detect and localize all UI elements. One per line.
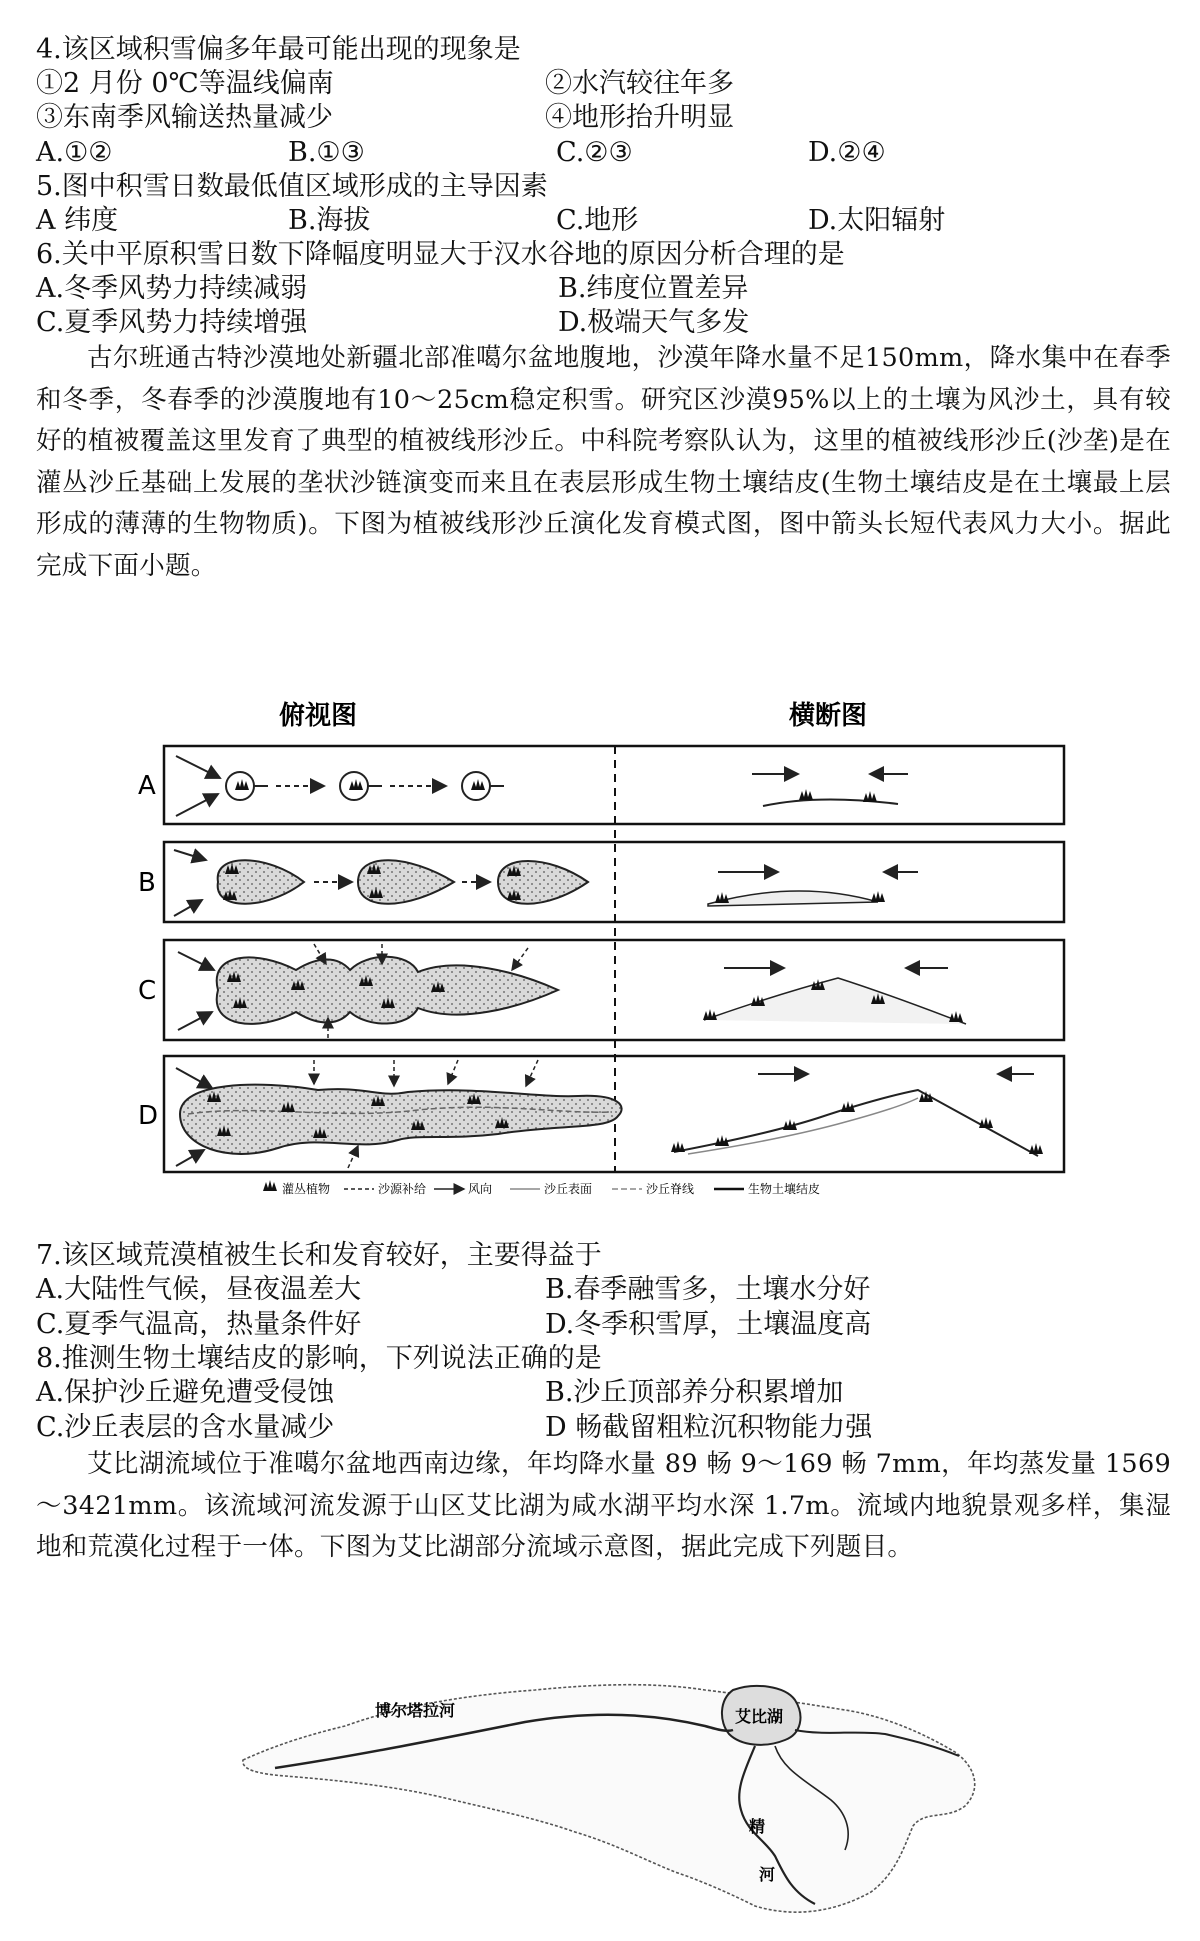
figure-legend — [263, 1180, 820, 1196]
row-a-section — [752, 774, 908, 806]
legend-wind: 风向 — [468, 1182, 493, 1196]
figure-header-plan: 俯视图 — [278, 701, 358, 731]
q4-option-c: C.②③ — [556, 137, 633, 168]
q8-option-b: B.沙丘顶部养分积累增加 — [545, 1377, 844, 1408]
label-jing: 精 — [749, 1817, 766, 1836]
figure-ebinur-basin-map — [235, 1660, 985, 1930]
passage-gurbantunggut: 古尔班通古特沙漠地处新疆北部准噶尔盆地腹地，沙漠年降水量不足150mm，降水集中在春季和冬季，冬春季的沙漠腹地有10～25cm稳定积雪。研究区沙漠95%以上的土壤为风沙土，具有较好的植被覆盖这里发育了典型的植被线形沙丘。中科院考察队认为，这里的植被线形沙丘(沙垄)是在灌丛沙丘基础上发展的垄状沙链演变而来且在表层形成生物土壤结皮(生物土壤结皮是在土壤最上层形成的薄薄的生物物质)。下图为植被线形沙丘演化发育模式图，图中箭头长短代表风力大小。据此完成下面小题。 — [36, 343, 1171, 581]
label-ebinur-lake: 艾比湖 — [735, 1707, 784, 1726]
row-b-section — [708, 872, 918, 906]
passage-ebinur-lake: 艾比湖流域位于准噶尔盆地西南边缘，年均降水量 89 畅 9～169 畅 7mm，年均蒸发量 1569～3421mm。该流域河流发源于山区艾比湖为咸水湖平均水深 1.7m。流域内地貌景观多样，集湿地和荒漠化过程于一体。下图为艾比湖部分流域示意图，据此完成下列题目。 — [36, 1449, 1171, 1562]
q5-option-a: A 纬度 — [36, 205, 119, 236]
q7-option-a: A.大陆性气候，昼夜温差大 — [36, 1274, 362, 1305]
figure-linear-dune-evolution — [118, 694, 1068, 1200]
row-label-d: D — [138, 1101, 159, 1131]
q6-option-c: C.夏季风势力持续增强 — [36, 307, 308, 338]
q4-item-1: ①2 月份 0℃等温线偏南 — [36, 68, 334, 99]
q7-option-c: C.夏季气温高，热量条件好 — [36, 1309, 362, 1340]
q7-stem: 7.该区域荒漠植被生长和发育较好，主要得益于 — [36, 1240, 602, 1271]
q8-option-a: A.保护沙丘避免遭受侵蚀 — [36, 1377, 335, 1408]
q6-option-b: B.纬度位置差异 — [558, 273, 749, 304]
q5-option-d: D.太阳辐射 — [808, 205, 946, 236]
q4-option-b: B.①③ — [288, 137, 365, 168]
legend-dune-ridge: 沙丘脊线 — [646, 1182, 695, 1196]
row-label-c: C — [138, 976, 157, 1006]
q4-item-2: ②水汽较往年多 — [545, 68, 734, 99]
legend-biocrust: 生物土壤结皮 — [748, 1182, 821, 1196]
q5-option-b: B.海拔 — [288, 205, 371, 236]
row-a-plan — [176, 756, 504, 816]
legend-shrub: 灌丛植物 — [282, 1182, 331, 1196]
row-d-section — [671, 1074, 1043, 1156]
basin-boundary — [243, 1685, 975, 1912]
q4-option-a: A.①② — [36, 137, 113, 168]
q4-item-4: ④地形抬升明显 — [545, 102, 734, 133]
q5-stem: 5.图中积雪日数最低值区域形成的主导因素 — [36, 171, 548, 202]
figure-header-section: 横断图 — [788, 701, 868, 731]
row-label-b: B — [138, 868, 156, 898]
q4-stem: 4.该区域积雪偏多年最可能出现的现象是 — [36, 34, 521, 65]
row-c-section — [703, 968, 966, 1024]
row-c-plan — [178, 944, 558, 1038]
q7-option-d: D.冬季积雪厚，土壤温度高 — [545, 1309, 872, 1340]
label-he: 河 — [759, 1865, 776, 1884]
q5-option-c: C.地形 — [556, 205, 639, 236]
legend-dune-surface: 沙丘表面 — [544, 1182, 593, 1196]
legend-sand-supply: 沙源补给 — [378, 1182, 427, 1196]
q6-stem: 6.关中平原积雪日数下降幅度明显大于汉水谷地的原因分析合理的是 — [36, 239, 845, 270]
q6-option-a: A.冬季风势力持续减弱 — [36, 273, 308, 304]
q4-item-3: ③东南季风输送热量减少 — [36, 102, 333, 133]
row-b-plan — [174, 850, 588, 916]
q8-option-c: C.沙丘表层的含水量减少 — [36, 1412, 335, 1443]
q8-stem: 8.推测生物土壤结皮的影响，下列说法正确的是 — [36, 1343, 602, 1374]
q8-option-d: D 畅截留粗粒沉积物能力强 — [545, 1412, 873, 1443]
q4-option-d: D.②④ — [808, 137, 886, 168]
q7-option-b: B.春季融雪多，土壤水分好 — [545, 1274, 871, 1305]
row-d-plan — [176, 1060, 622, 1168]
row-label-a: A — [138, 771, 156, 801]
q6-option-d: D.极端天气多发 — [558, 307, 750, 338]
label-bortala-river: 博尔塔拉河 — [375, 1701, 456, 1720]
